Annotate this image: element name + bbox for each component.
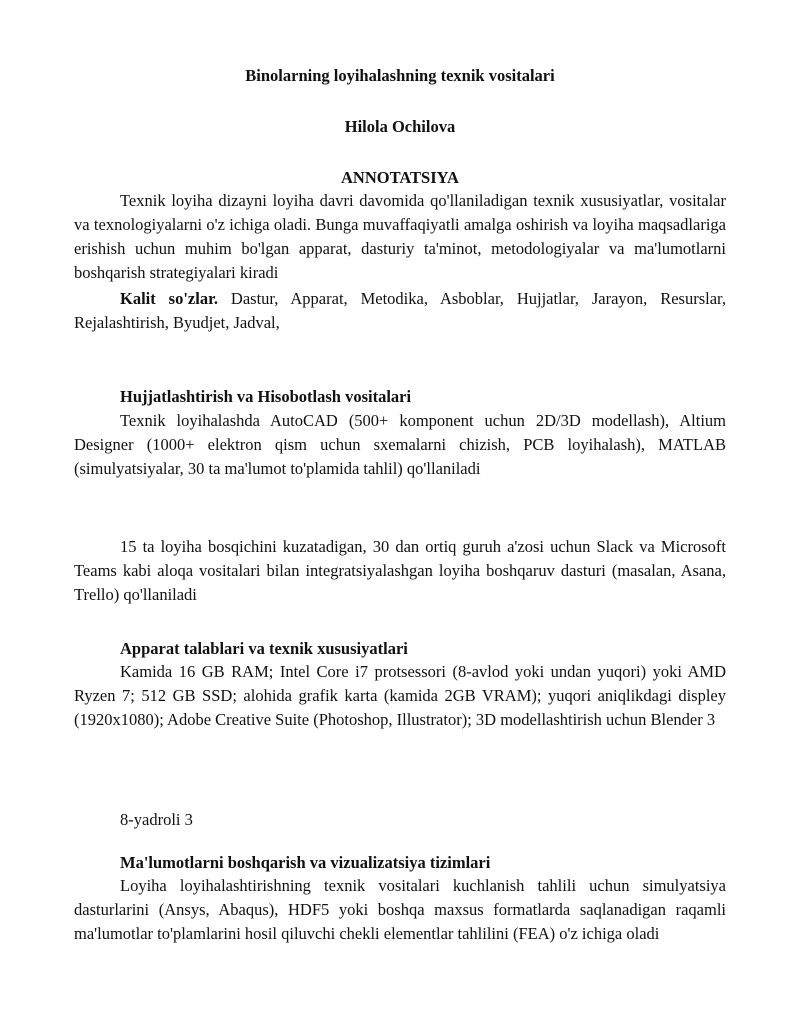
author-name: Hilola Ochilova (344, 117, 456, 136)
section-documentation-paragraph: Texnik loyihalashda AutoCAD (500+ komponent uchun 2D/3D modellash), Altium Designer (1000+ elektron qism uchun sxemalarni chizish, PCB loyihalash), MATLAB (simulyatsiyalar, 30 ta ma'lumot to'plamida tahlil) qo'llaniladi (74, 411, 726, 478)
section-heading-documentation: Hujjatlashtirish va Hisobotlash vositalari (120, 387, 412, 406)
document-title: Binolarning loyihalashning texnik vositalari (245, 66, 555, 85)
section-hardware-paragraph: Kamida 16 GB RAM; Intel Core i7 protsessori (8-avlod yoki undan yuqori) yoki AMD Ryzen 7; 512 GB SSD; alohida grafik karta (kamida 2GB VRAM); yuqori aniqlikdagi displey (1920x1080); Adobe Creative Suite (Photoshop, Illustrator); 3D modellashtirish uchun Blender 3 (74, 662, 726, 729)
keywords-label: Kalit so'zlar. (120, 289, 219, 308)
section-data-management-paragraph: Loyiha loyihalashtirishning texnik vositalari kuchlanish tahlili uchun simulyatsiya dasturlarini (Ansys, Abaqus), HDF5 yoki boshqa maxsus formatlarda saqlanadigan raqamli ma'lumotlar to'plamlarini hosil qiluvchi chekli elementlar tahlilini (FEA) o'z ichiga oladi (74, 876, 726, 943)
section-documentation-paragraph-2: 15 ta loyiha bosqichini kuzatadigan, 30 dan ortiq guruh a'zosi uchun Slack va Microsoft Teams kabi aloqa vositalari bilan integratsiyalashgan loyiha boshqaruv dasturi (masalan, Asana, Trello) qo'llaniladi (74, 537, 726, 604)
section-hardware-note: 8-yadroli 3 (120, 810, 193, 829)
keywords-paragraph (74, 287, 726, 335)
section-heading-data-management: Ma'lumotlarni boshqarish va vizualizatsiya tizimlari (120, 853, 491, 872)
abstract-heading: ANNOTATSIYA (341, 168, 459, 187)
abstract-paragraph: Texnik loyiha dizayni loyiha davri davomida qo'llaniladigan texnik xususiyatlar, vositalar va texnologiyalarni o'z ichiga oladi. Bunga muvaffaqiyatli amalga oshirish va loyiha maqsadlariga erishish uchun muhim bo'lgan apparat, dasturiy ta'minot, metodologiyalar va ma'lumotlarni boshqarish strategiyalari kiradi (74, 191, 726, 282)
keywords-text: Dastur, Apparat, Metodika, Asboblar, Hujjatlar, Jarayon, Resurslar, Rejalashtirish, Byudjet, Jadval, (74, 289, 726, 332)
section-heading-hardware: Apparat talablari va texnik xususiyatlari (120, 639, 408, 658)
